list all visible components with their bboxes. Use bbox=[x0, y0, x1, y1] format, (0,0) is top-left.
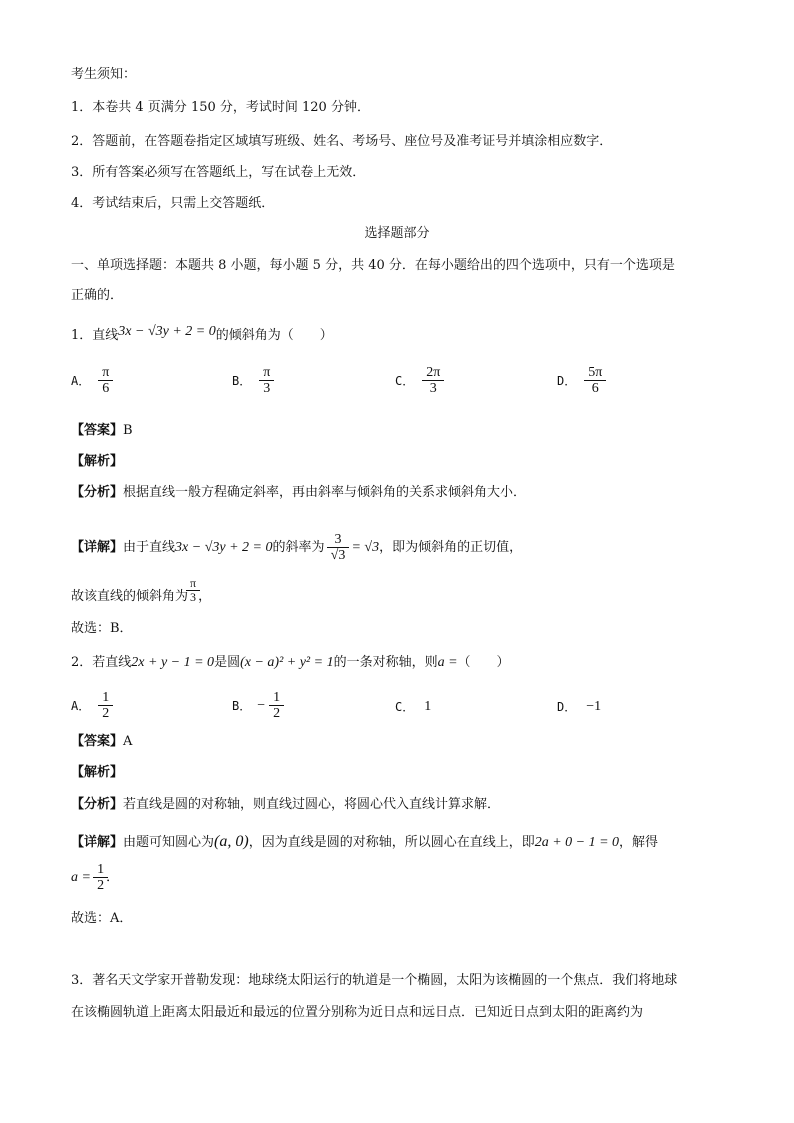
q1-option-d: D． $\frac{5\pi}{6}$ bbox=[557, 365, 604, 396]
q1-fenxi: 【分析】根据直线一般方程确定斜率，再由斜率与倾斜角的关系求倾斜角大小． bbox=[71, 485, 527, 500]
section-heading-cont: 正确的． bbox=[71, 288, 124, 303]
question-3-line1: 3．著名天文学家开普勒发现：地球绕太阳运行的轨道是一个椭圆，太阳为该椭圆的一个焦点．我们将地球 bbox=[71, 973, 678, 988]
notice-item: 4．考试结束后，只需上交答题纸． bbox=[71, 196, 275, 211]
q2-answer: 【答案】A bbox=[71, 734, 133, 749]
q2-detail: 【详解】由题可知圆心为(a, 0)，因为直线是圆的对称轴，所以圆心在直线上，即2a + 0 − 1 = 0，解得 bbox=[71, 833, 659, 850]
q2-option-c: C． 1 bbox=[395, 698, 432, 714]
notice-item: 3．所有答案必须写在答题纸上，写在试卷上无效． bbox=[71, 165, 366, 180]
notice-item: 1．本卷共 4 页满分 150 分，考试时间 120 分钟． bbox=[71, 100, 370, 115]
q1-detail: 【详解】由于直线3x − √3y + 2 = 0的斜率为 $\frac{3}{√3}$ = √3，即为倾斜角的正切值， bbox=[71, 532, 523, 563]
notice-item: 2．答题前，在答题卷指定区域填写班级、姓名、考场号、座位号及准考证号并填涂相应数字． bbox=[71, 134, 613, 149]
question-1 bbox=[71, 324, 333, 344]
q1-answer: 【答案】B bbox=[71, 423, 133, 438]
q2-result: a = $\frac{1}{2}$ ． bbox=[71, 862, 120, 893]
section-heading: 一、单项选择题：本题共 8 小题，每小题 5 分，共 40 分．在每小题给出的四个选项中，只有一个选项是 bbox=[71, 258, 675, 273]
question-3-line2: 在该椭圆轨道上距离太阳最近和最远的位置分别称为近日点和远日点．已知近日点到太阳的距离约为 bbox=[71, 1005, 644, 1020]
q2-option-d: D． −1 bbox=[557, 698, 602, 714]
q1-option-a: A． $\frac{\pi}{6}$ bbox=[71, 365, 111, 396]
q1-analysis-tag: 【解析】 bbox=[71, 454, 124, 469]
notice-title: 考生须知： bbox=[71, 67, 137, 82]
q2-choice: 故选：A． bbox=[71, 911, 133, 926]
question-2: 2．若直线2x + y − 1 = 0是圆(x − a)² + y² = 1的一条对称轴，则a =（ ） bbox=[71, 655, 510, 670]
q1-conclusion: 故该直线的倾斜角为 $\frac{\pi}{3}$ ， bbox=[71, 576, 212, 604]
q1-option-c: C． $\frac{2\pi}{3}$ bbox=[395, 365, 442, 396]
q1-prefix: 1．直线 bbox=[71, 328, 119, 343]
q1-option-b: B． $\frac{\pi}{3}$ bbox=[232, 365, 272, 396]
q2-analysis-tag: 【解析】 bbox=[71, 765, 124, 780]
section-title: 选择题部分 bbox=[364, 226, 430, 241]
q2-option-a: A． $\frac{1}{2}$ bbox=[71, 690, 111, 721]
q2-option-b: B． − $\frac{1}{2}$ bbox=[232, 690, 282, 721]
q1-equation: 3x − √3y + 2 = 0 bbox=[118, 324, 216, 339]
q1-choice: 故选：B． bbox=[71, 621, 133, 636]
q1-suffix: 的倾斜角为（ ） bbox=[215, 328, 333, 343]
q2-fenxi: 【分析】若直线是圆的对称轴，则直线过圆心，将圆心代入直线计算求解． bbox=[71, 797, 501, 812]
